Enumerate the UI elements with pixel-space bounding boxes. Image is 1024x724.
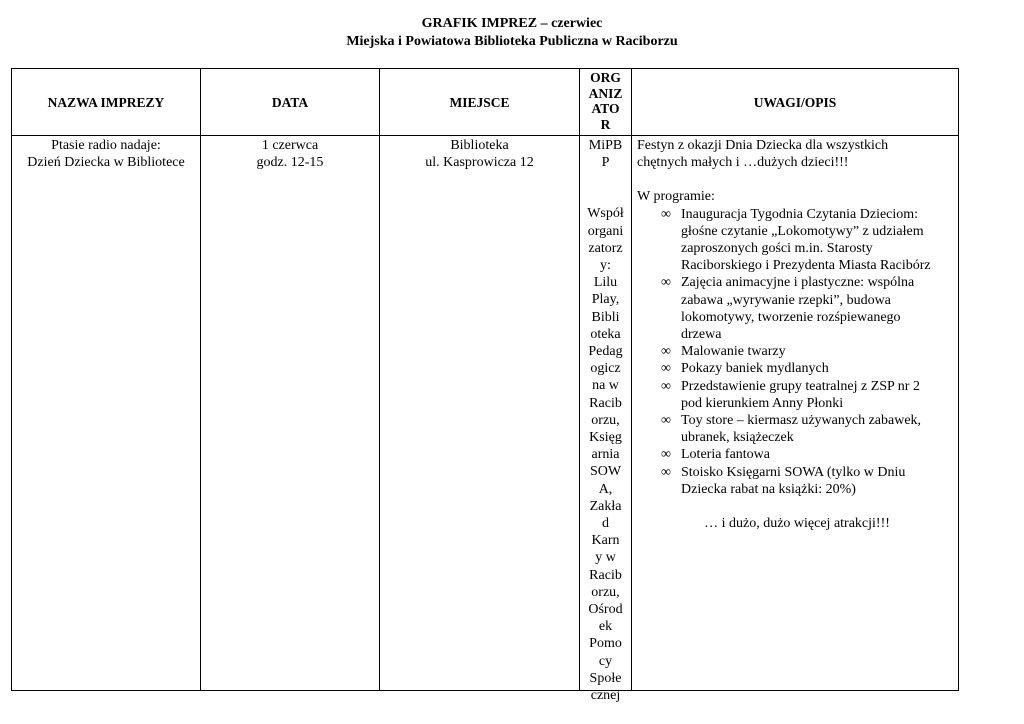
coorganizer-line: A, — [598, 481, 613, 497]
coorganizer-line: arnia — [591, 447, 620, 463]
event-organizer — [580, 137, 631, 704]
program-item — [637, 360, 957, 377]
header-organizer-line: R — [600, 116, 611, 132]
program-item-line: Loteria fantowa — [681, 447, 771, 463]
program-item-line: zaproszonych gości m.in. Starosty — [681, 241, 873, 257]
organizer-line: P — [601, 155, 610, 171]
coorganizer-line: orzu, — [591, 584, 620, 600]
program-item — [637, 412, 957, 446]
document-header — [0, 15, 1024, 51]
program-item — [637, 446, 957, 463]
coorganizer-line: Księg — [589, 430, 622, 446]
header-organizer — [580, 70, 631, 132]
event-address-line: ul. Kasprowicza 12 — [425, 155, 534, 170]
infinity-bullet-icon: ∞ — [661, 378, 671, 394]
coorganizer-line: Ośrod — [588, 602, 623, 618]
coorganizer-line: d — [602, 516, 609, 532]
coorganizer-line: Współ — [587, 206, 624, 222]
program-item-line: Pokazy baniek mydlanych — [681, 361, 829, 377]
coorganizer-line: Pedag — [588, 344, 623, 360]
infinity-bullet-icon: ∞ — [661, 206, 671, 222]
program-item-line: Stoisko Księgarni SOWA (tylko w Dniu — [681, 464, 906, 480]
event-name-line: Ptasie radio nadaje: — [51, 138, 161, 153]
coorganizer-line: y w — [595, 550, 616, 566]
coorganizer-line: cy — [598, 653, 613, 669]
program-item-line: ubranek, książeczek — [681, 430, 794, 446]
program-item-line: Dziecka rabat na książki: 20%) — [681, 481, 856, 497]
header-organizer-line: ATO — [591, 101, 620, 116]
program-item-line: lokomotywy, tworzenie rozśpiewanego — [681, 309, 901, 325]
coorganizer-line: zatorz — [588, 240, 623, 256]
program-list — [637, 206, 957, 498]
program-item-line: zabawa „wyrywanie rzepki”, budowa — [681, 292, 891, 308]
coorganizer-line: SOW — [589, 464, 622, 480]
organizer-line: MiPB — [588, 138, 623, 153]
event-place-line: Biblioteka — [450, 138, 509, 153]
closing-line: … i dużo, dużo więcej atrakcji!!! — [704, 516, 890, 532]
coorganizer-line: Racib — [589, 395, 622, 411]
infinity-bullet-icon: ∞ — [661, 275, 671, 291]
header-divider — [12, 135, 958, 136]
document-title: GRAFIK IMPREZ – czerwiec — [421, 16, 603, 31]
coorganizer-line: cznej — [590, 688, 621, 704]
coorganizer-line: oteka — [590, 326, 621, 342]
event-date — [201, 137, 379, 171]
coorganizer-line: Racib — [589, 567, 622, 583]
program-item — [637, 464, 957, 498]
program-item — [637, 206, 957, 275]
header-organizer-line: ANIZ — [588, 85, 623, 101]
infinity-bullet-icon: ∞ — [661, 464, 671, 480]
program-item-line: Zajęcia animacyjne i plastyczne: wspólna — [681, 275, 915, 291]
event-notes — [637, 137, 957, 532]
notes-spacer — [637, 498, 957, 515]
event-name — [12, 137, 200, 171]
infinity-bullet-icon: ∞ — [661, 344, 671, 360]
coorganizer-line: Play, — [591, 292, 620, 308]
events-table — [11, 68, 959, 704]
infinity-bullet-icon: ∞ — [661, 413, 671, 429]
column-divider — [631, 69, 632, 690]
event-date-line: 1 czerwca — [261, 138, 319, 153]
program-item — [637, 378, 957, 412]
coorganizer-line: Bibli — [591, 309, 620, 325]
coorganizer-line: ek — [598, 619, 613, 635]
organizer-spacer — [580, 171, 631, 205]
notes-spacer — [637, 171, 957, 188]
program-item-line: głośne czytanie „Lokomotywy” z udziałem — [681, 223, 924, 239]
event-time-line: godz. 12-15 — [256, 155, 324, 170]
document-subtitle: Miejska i Powiatowa Biblioteka Publiczna w Raciborzu — [346, 34, 678, 49]
program-item-line: Raciborskiego i Prezydenta Miasta Racibórz — [681, 258, 931, 274]
coorganizer-line: Społe — [589, 670, 622, 686]
coorganizer-line: y: — [600, 258, 611, 274]
event-place — [380, 137, 579, 171]
program-item-line: Inauguracja Tygodnia Czytania Dzieciom: — [681, 206, 919, 222]
coorganizer-line: Pomo — [589, 636, 622, 652]
coorganizer-line: orzu, — [591, 412, 620, 428]
coorganizer-line: na w — [592, 378, 619, 394]
coorganizer-line: Lilu — [593, 275, 618, 291]
program-item-line: drzewa — [681, 327, 722, 343]
coorganizer-line: Karn — [591, 533, 620, 549]
header-name: NAZWA IMPREZY — [47, 94, 165, 110]
program-label: W programie: — [637, 189, 715, 205]
coorganizer-line: ogicz — [590, 361, 621, 377]
intro-line: Festyn z okazji Dnia Dziecka dla wszystkich — [637, 138, 889, 153]
header-organizer-line: ORG — [590, 70, 621, 85]
program-item-line: pod kierunkiem Anny Płonki — [681, 395, 844, 411]
coorganizer-line: organi — [587, 223, 624, 239]
program-item — [637, 274, 957, 343]
coorganizer-list — [580, 205, 631, 704]
program-item-line: Malowanie twarzy — [681, 344, 786, 360]
header-notes: UWAGI/OPIS — [753, 94, 837, 110]
program-item — [637, 343, 957, 360]
program-item-line: Przedstawienie grupy teatralnej z ZSP nr 2 — [681, 378, 920, 394]
program-item-line: Toy store – kiermasz używanych zabawek, — [681, 413, 922, 429]
header-date: DATA — [271, 94, 309, 110]
infinity-bullet-icon: ∞ — [661, 447, 671, 463]
header-place: MIEJSCE — [449, 94, 510, 110]
infinity-bullet-icon: ∞ — [661, 361, 671, 377]
event-name-line: Dzień Dziecka w Bibliotece — [27, 155, 185, 170]
coorganizer-line: Zakła — [589, 498, 622, 514]
intro-line: chętnych małych i …dużych dzieci!!! — [637, 155, 849, 171]
